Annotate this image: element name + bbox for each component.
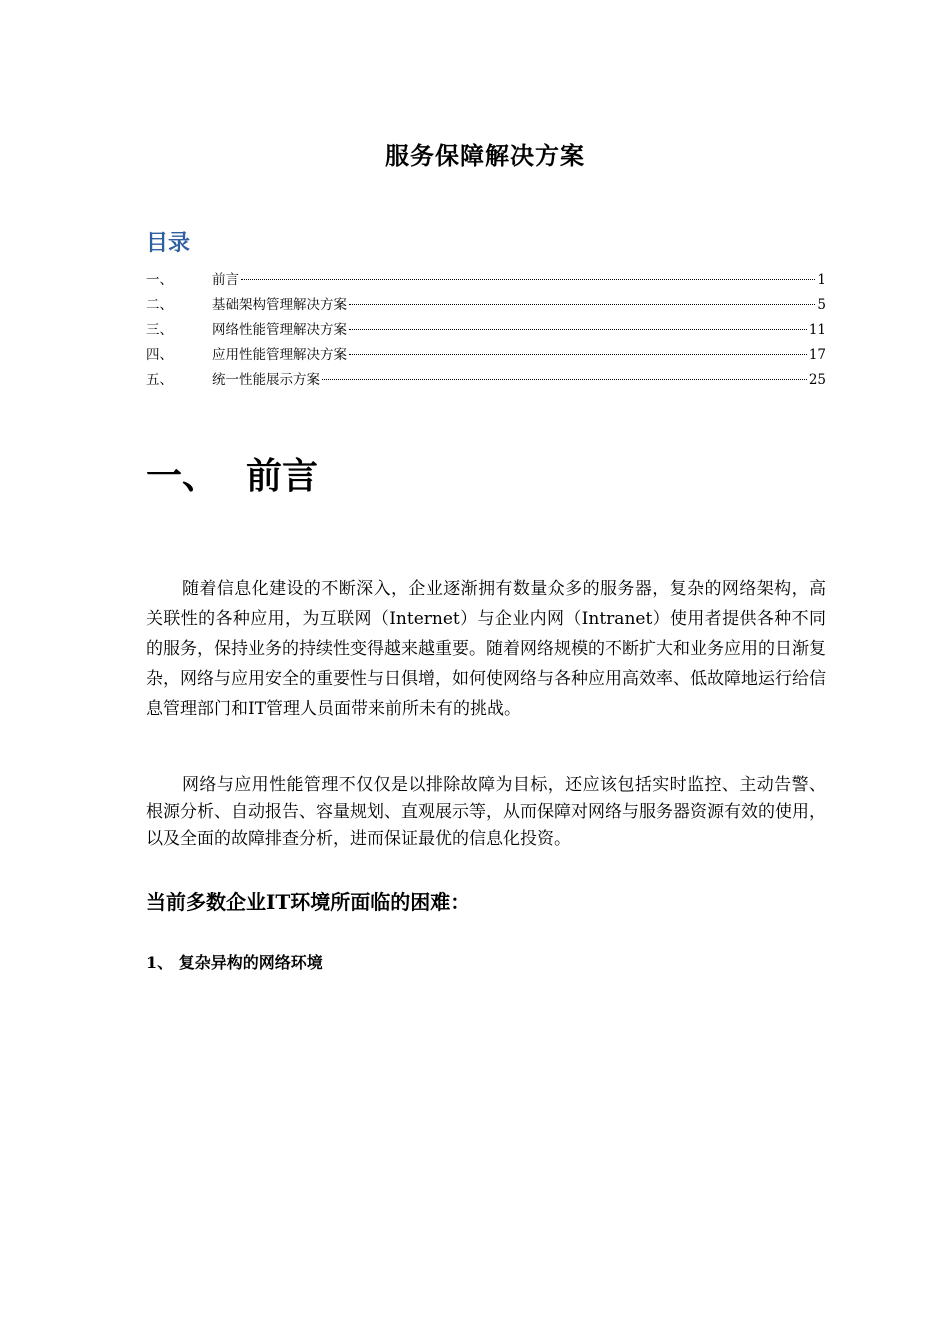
toc-entry-title: 基础架构管理解决方案 <box>212 297 347 313</box>
document-title: 服务保障解决方案 <box>385 141 585 170</box>
toc-entry-number: 三、 <box>146 322 173 338</box>
toc-entry[interactable] <box>146 343 826 368</box>
toc-entry-number: 五、 <box>146 372 173 388</box>
list-item-heading: 1、 复杂异构的网络环境 <box>146 953 323 972</box>
toc-entry-page: 1 <box>817 272 826 288</box>
toc-entry[interactable] <box>146 293 826 318</box>
toc-leader-dots <box>349 329 807 330</box>
subsection-heading: 当前多数企业IT环境所面临的困难： <box>146 890 471 914</box>
toc-entry-number: 一、 <box>146 272 173 288</box>
toc-leader-dots <box>349 304 815 305</box>
toc-entry-title: 前言 <box>212 272 239 288</box>
toc-entry-page: 5 <box>817 297 826 313</box>
toc-entry-number: 二、 <box>146 297 173 313</box>
toc-heading: 目录 <box>146 230 191 256</box>
toc-entry-title: 应用性能管理解决方案 <box>212 347 347 363</box>
toc-leader-dots <box>322 379 807 380</box>
section-heading <box>146 448 318 499</box>
intro-paragraph: 随着信息化建设的不断深入，企业逐渐拥有数量众多的服务器，复杂的网络架构，高关联性的各种应用，为互联网（Internet）与企业内网（Intranet）使用者提供各种不同的服务，保持业务的持续性变得越来越重要。随着网络规模的不断扩大和业务应用的日渐复杂，网络与应用安全的重要性与日俱增，如何使网络与各种应用高效率、低故障地运行给信息管理部门和IT管理人员面带来前所未有的挑战。 <box>146 579 826 719</box>
toc-entry[interactable] <box>146 318 826 343</box>
toc-entry-page: 17 <box>808 347 826 363</box>
performance-paragraph: 网络与应用性能管理不仅仅是以排除故障为目标，还应该包括实时监控、主动告警、根源分析、自动报告、容量规划、直观展示等，从而保障对网络与服务器资源有效的使用，以及全面的故障排查分析，进而保证最优的信息化投资。 <box>146 775 826 849</box>
toc-entry-title: 网络性能管理解决方案 <box>212 322 347 338</box>
section-title: 前言 <box>246 455 319 497</box>
section-number: 一、 <box>146 455 219 497</box>
table-of-contents <box>146 268 826 393</box>
toc-entry-page: 11 <box>808 322 826 338</box>
toc-entry[interactable] <box>146 368 826 393</box>
toc-entry-number: 四、 <box>146 347 173 363</box>
toc-entry[interactable] <box>146 268 826 293</box>
toc-leader-dots <box>349 354 807 355</box>
toc-entry-page: 25 <box>808 372 826 388</box>
toc-entry-title: 统一性能展示方案 <box>212 372 320 388</box>
toc-leader-dots <box>241 279 815 280</box>
